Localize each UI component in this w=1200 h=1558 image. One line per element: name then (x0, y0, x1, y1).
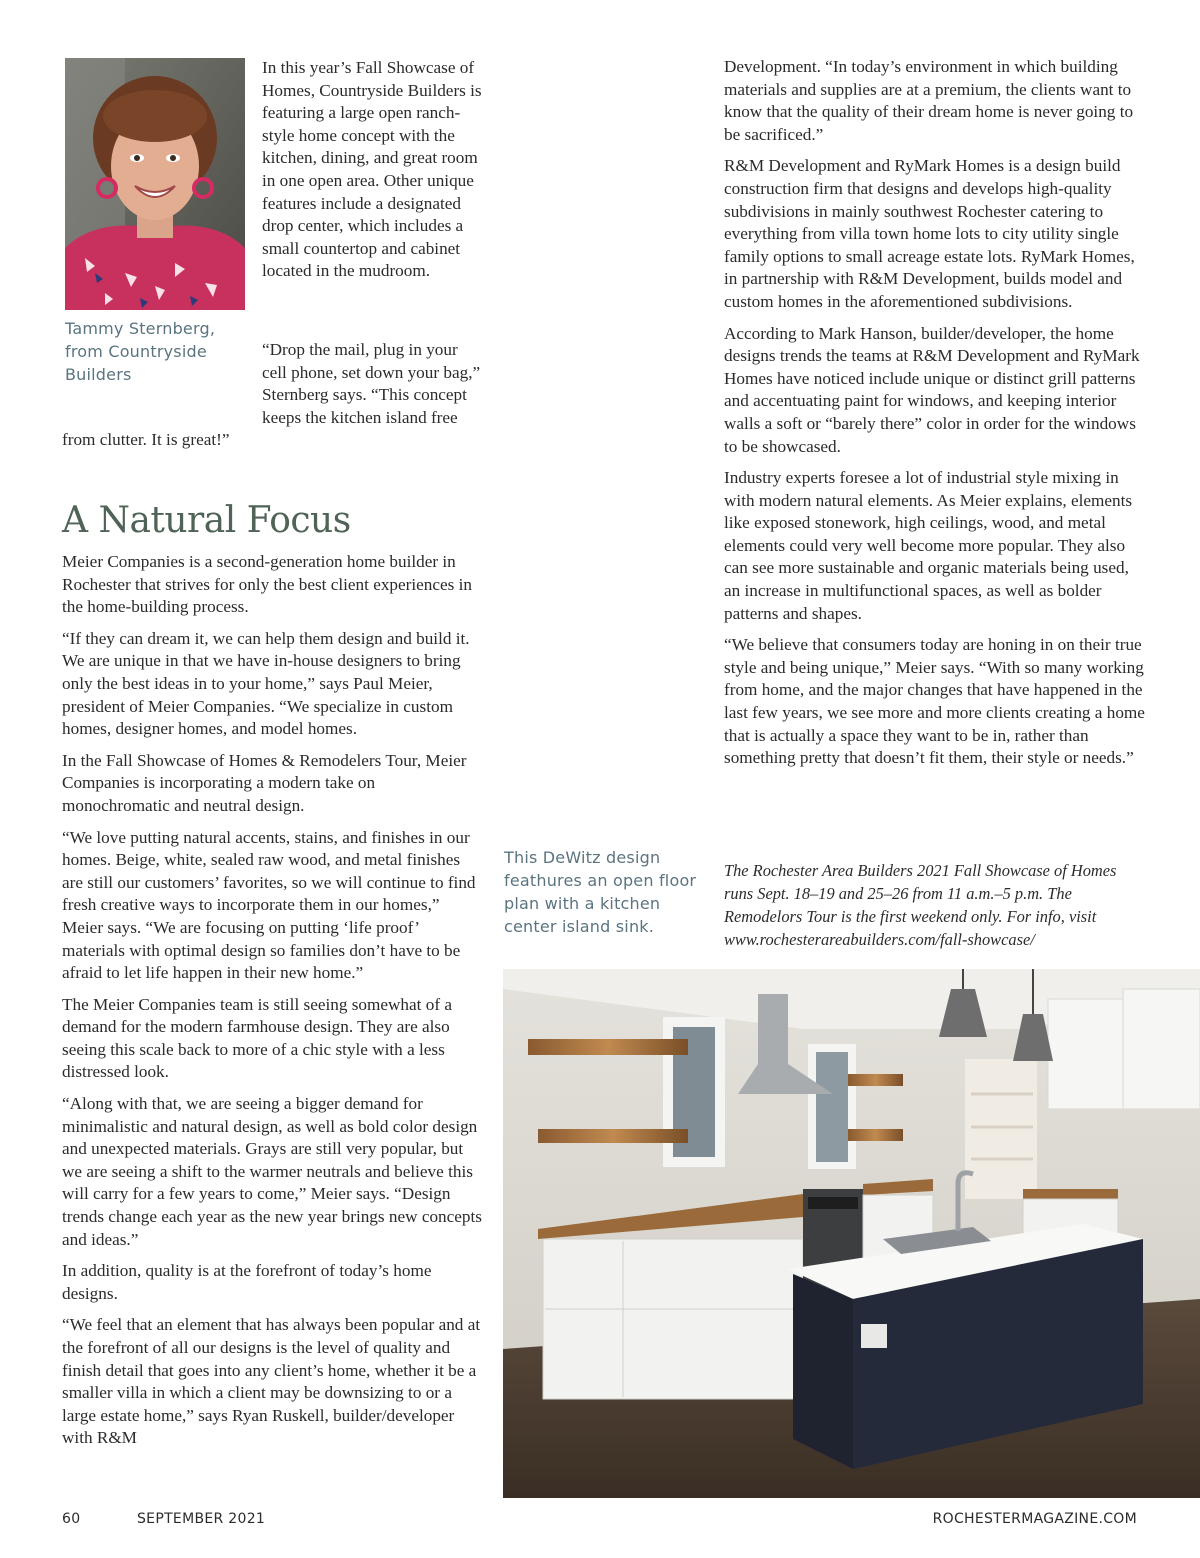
intro-paragraph-2-text: “Drop the mail, plug in your cell phone, set down your bag,” Sternberg says. “This concept keeps the kitchen island free from clutter. It is great!” (62, 340, 481, 450)
left-paragraph: “Along with that, we are seeing a bigger demand for minimalistic and natural design, as well as bold color design and unexpected materials. Grays are still very popular, but we are seeing a shift to the warmer neutrals and believe this will carry for a few years to come,” Meier says. “Design trends change each year as the new year brings new concepts and ideas.” (62, 1094, 482, 1249)
left-paragraph: In addition, quality is at the forefront of today’s home designs. (62, 1261, 432, 1303)
left-paragraph: In the Fall Showcase of Homes & Remodelers Tour, Meier Companies is incorporating a modern take on monochromatic and neutral design. (62, 750, 467, 815)
intro-paragraph-1: In this year’s Fall Showcase of Homes, Countryside Builders is featuring a large open ranch-style home concept with the kitchen, dining, and great room in one open area. Other unique features include a designated drop center, which includes a small countertop and cabinet located in the mudroom. (262, 58, 482, 281)
kitchen-photo-caption: This DeWitz design feathures an open floor plan with a kitchen center island sink. (504, 848, 697, 936)
left-paragraph: “We feel that an element that has always been popular and at the forefront of all our designs is the level of quality and finish detail that goes into any client’s home, whether it be a smaller villa in which a client may be downsizing to or a large estate home,” says Ryan Ruskell, builder/developer with R&M (62, 1315, 481, 1448)
right-column (724, 56, 1146, 770)
right-paragraph: Industry experts foresee a lot of industrial style mixing in with modern natural elements. As Meier explains, elements like exposed stonework, high ceilings, wood, and metal elements could very well become more popular. They also can see more sustainable and organic materials being used, an increase in multifunctional spaces, as well as bolder patterns and shapes. (724, 468, 1133, 623)
left-paragraph: Meier Companies is a second-generation home builder in Rochester that strives for only the best client experiences in the home-building process. (62, 552, 472, 617)
left-paragraph: “If they can dream it, we can help them design and build it. We are unique in that we have in-house designers to bring only the best ideas in to your home,” says Paul Meier, president of Meier Companies. “We specialize in custom homes, designer homes, and model homes. (62, 628, 470, 739)
right-paragraph: “We believe that consumers today are honing in on their true style and being unique,” Meier says. “With so many working from home, and the major changes that have happened in the last few years, we see more and more clients creating a home that is actually a space they want to be in, rather than something pretty that doesn’t fit them, their style or needs.” (724, 635, 1145, 768)
event-note: The Rochester Area Builders 2021 Fall Showcase of Homes runs Sept. 18–19 and 25–26 from 11 a.m.–5 p.m. The Remodelors Tour is the first weekend only. For info, visit www.rochesterareabuilders.com/fall-showcase/ (724, 861, 1117, 949)
kitchen-photo (503, 969, 1200, 1498)
section-heading: A Natural Focus (62, 500, 351, 541)
intro-paragraph-2 (62, 339, 484, 452)
right-paragraph: R&M Development and RyMark Homes is a design build construction firm that designs and develops high-quality subdivisions in mainly southwest Rochester catering to everything from villa town home lots to city utility single family options to small acreage estate lots. RyMark Homes, in partnership with R&M Development, builds model and custom homes in the aforementioned subdivisions. (724, 156, 1135, 311)
left-paragraph: The Meier Companies team is still seeing somewhat of a demand for the modern farmhouse design. They are also seeing this scale back to more of a chic style with a less distressed look. (62, 994, 452, 1082)
page-number: 60 (62, 1511, 81, 1527)
portrait-photo (65, 58, 245, 310)
kitchen-image (503, 969, 1200, 1498)
website-url: ROCHESTERMAGAZINE.COM (932, 1511, 1137, 1527)
portrait-image (65, 58, 245, 310)
left-paragraph: “We love putting natural accents, stains, and finishes in our homes. Beige, white, sealed raw wood, and metal finishes are still our customers’ favorites, so we will continue to find fresh creative ways to incorporate them in our homes,” Meier says. “We are focusing on putting ‘life proof’ materials with optimal design so families don’t have to be afraid to let life happen in their new home.” (62, 827, 476, 983)
right-paragraph: Development. “In today’s environment in which building materials and supplies are at a premium, the clients want to know that the quality of their dream home is never going to be sacrificed.” (724, 57, 1134, 144)
issue-date: SEPTEMBER 2021 (137, 1511, 266, 1527)
portrait-caption: Tammy Sternberg, from Countryside Builders (65, 319, 216, 384)
left-column (62, 551, 484, 1450)
right-paragraph: According to Mark Hanson, builder/developer, the home designs trends the teams at R&M Development and RyMark Homes have noticed include unique or distinct grill patterns and accentuating paint for windows, and keeping interior walls a soft or “barely there” color in order for the windows to be showcased. (724, 323, 1140, 456)
